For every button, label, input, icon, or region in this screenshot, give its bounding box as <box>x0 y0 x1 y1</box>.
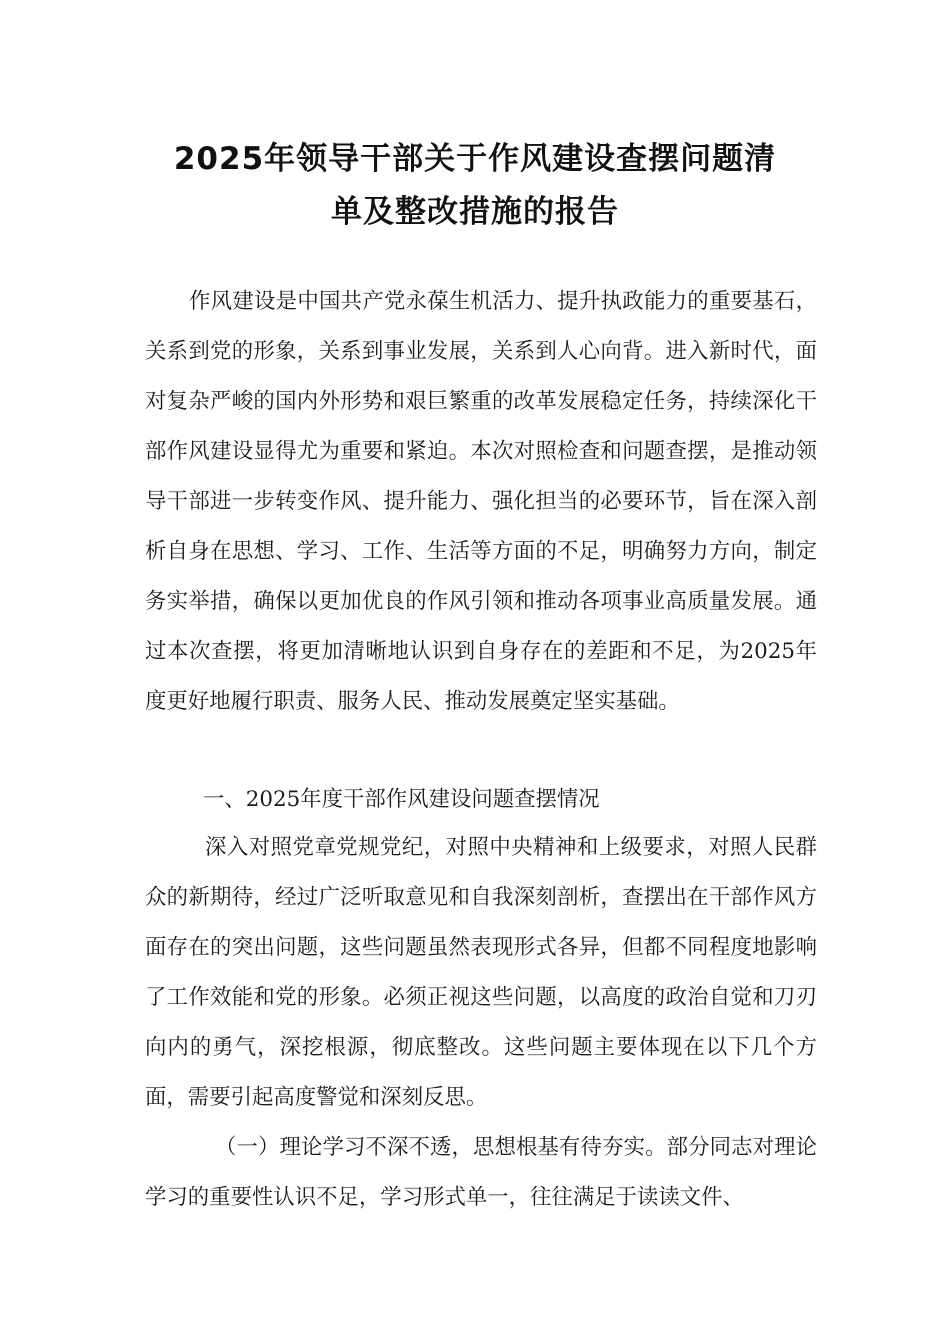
document-title-line-2: 单及整改措施的报告 <box>331 194 619 230</box>
document-title-line-1: 2025年领导干部关于作风建设查摆问题清 <box>173 141 777 177</box>
section-heading-1: 一、2025年度干部作风建设问题查摆情况 <box>203 787 600 812</box>
intro-paragraph: 作风建设是中国共产党永葆生机活力、提升执政能力的重要基石，关系到党的形象，关系到事业发展，关系到人心向背。进入新时代，面对复杂严峻的国内外形势和艰巨繁重的改革发展稳定任务，持续深化干部作风建设显得尤为重要和紧迫。本次对照检查和问题查摆，是推动领导干部进一步转变作风、提升能力、强化担当的必要环节，旨在深入剖析自身在思想、学习、工作、生活等方面的不足，明确努力方向，制定务实举措，确保以更加优良的作风引领和推动各项事业高质量发展。通过本次查摆，将更加清晰地认识到自身存在的差距和不足，为2025年度更好地履行职责、服务人民、推动发展奠定坚实基础。 <box>145 289 817 714</box>
section-1-paragraph: 深入对照党章党规党纪，对照中央精神和上级要求，对照人民群众的新期待，经过广泛听取意见和自我深刻剖析，查摆出在干部作风方面存在的突出问题，这些问题虽然表现形式各异，但都不同程度地影响了工作效能和党的形象。必须正视这些问题，以高度的政治自觉和刀刃向内的勇气，深挖根源，彻底整改。这些问题主要体现在以下几个方面，需要引起高度警觉和深刻反思。 <box>145 835 817 1110</box>
subsection-1-paragraph: （一）理论学习不深不透，思想根基有待夯实。部分同志对理论学习的重要性认识不足，学习形式单一，往往满足于读读文件、 <box>145 1135 817 1210</box>
